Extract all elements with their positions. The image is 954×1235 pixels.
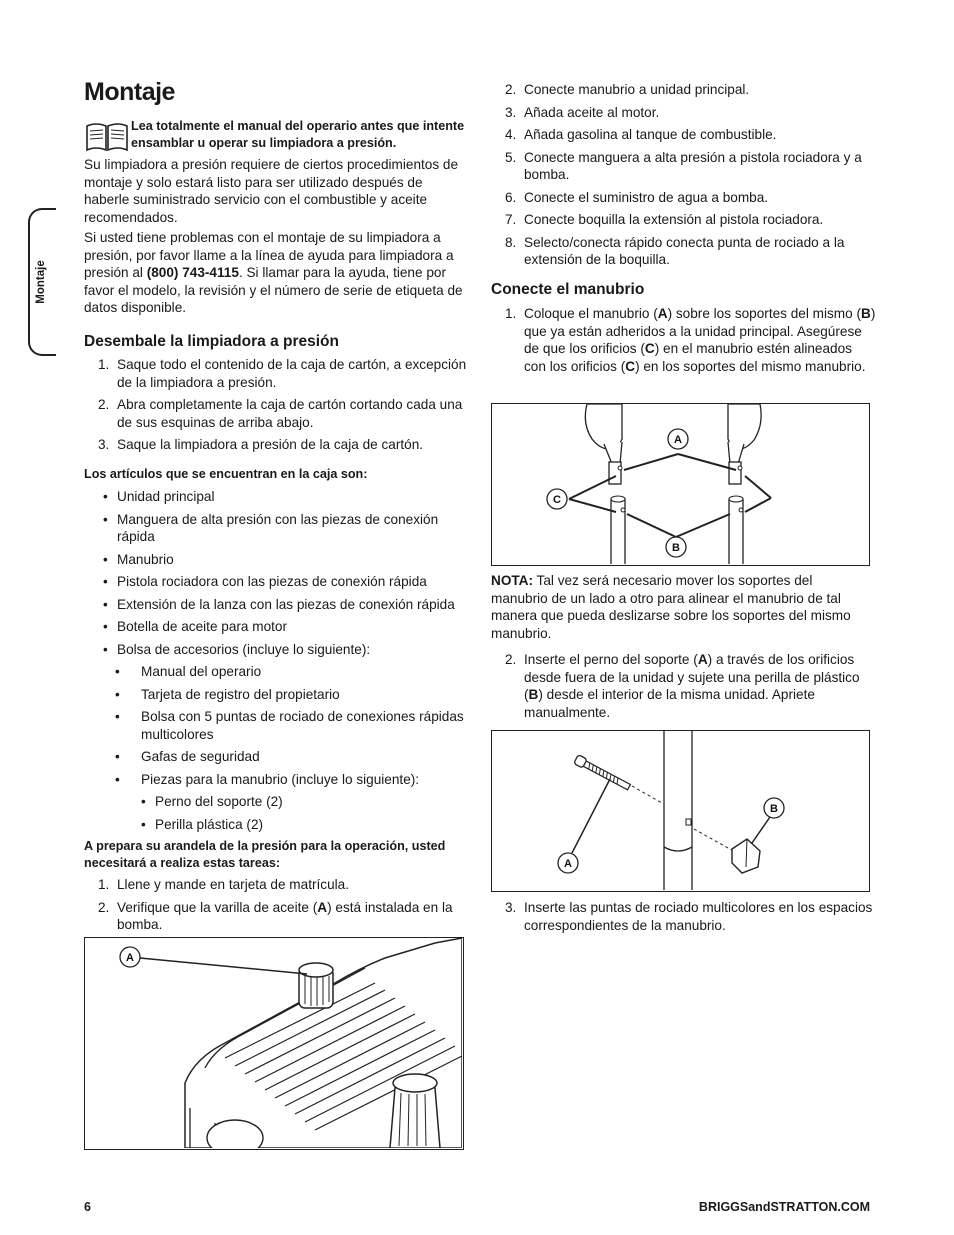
list-item: • Pistola rociadora con las piezas de conexión rápida <box>84 573 469 591</box>
list-item: • Tarjeta de registro del propietario <box>84 686 469 704</box>
callout-b: B <box>672 542 680 554</box>
callout-a: A <box>564 858 572 870</box>
intro-paragraph-1: Su limpiadora a presión requiere de ciertos procedimientos de montaje y solo estará listo para ser utilizado después de haberle suministrado servicio con el combustible y aceite recomendados. <box>84 157 459 225</box>
figure-oil-dipstick <box>84 937 464 1150</box>
page-number: 6 <box>84 1200 91 1214</box>
list-item: • Bolsa de accesorios (incluye lo siguiente): <box>84 641 469 659</box>
list-item: • Manual del operario <box>84 663 469 681</box>
list-item: 3. Añada aceite al motor. <box>505 104 660 120</box>
side-tab-label: Montaje <box>35 260 47 304</box>
box-contents-list <box>84 488 469 838</box>
list-item: • Manubrio <box>84 551 469 569</box>
list-item: 1. Saque todo el contenido de la caja de cartón, a excepción de la limpiadora a presión. <box>98 357 467 390</box>
list-item: 6. Conecte el suministro de agua a bomba. <box>505 189 769 205</box>
handle-step-1 <box>491 305 876 380</box>
manual-note: Lea totalmente el manual del operario antes que intente ensamblar u operar su limpiadora a presión. <box>131 119 465 150</box>
list-item: 3. Saque la limpiadora a presión de la caja de cartón. <box>98 437 424 452</box>
intro-paragraph-2: Si usted tiene problemas con el montaje de su limpiadora a presión, por favor llame a la línea de ayuda para limpiadora a presión al (800) 743-4115. Si llamar para la ayuda, tiene por favor el modelo, la revisión y el número de serie de etiqueta de datos disponible. <box>84 230 463 315</box>
prepare-steps-left <box>84 876 469 939</box>
list-item: • Gafas de seguridad <box>84 748 469 766</box>
box-contents-heading: Los artículos que se encuentran en la caja son: <box>84 467 368 481</box>
note-paragraph: NOTA: Tal vez será necesario mover los soportes del manubrio de un lado a otro para alinear el manubrio de tal manera que pueda deslizarse sobre los soportes del mismo manubrio. <box>491 573 851 641</box>
handle-step-3 <box>491 899 876 939</box>
list-item: 1. Coloque el manubrio (A) sobre los soportes del mismo (B) que ya están adheridos a la unidad principal. Asegúrese de que los orificios (C) en el manubrio estén alineados con los orificios (C) en los soportes del mismo manubrio. <box>505 306 876 374</box>
list-item: • Botella de aceite para motor <box>84 618 469 636</box>
list-item: • Piezas para la manubrio (incluye lo siguiente): <box>84 771 469 789</box>
list-item: • Unidad principal <box>84 488 469 506</box>
list-item: 4. Añada gasolina al tanque de combustible. <box>505 127 777 142</box>
book-icon <box>84 121 130 153</box>
helpline-phone: (800) 743-4115 <box>146 265 239 280</box>
figure-handle-supports <box>491 403 870 566</box>
prepare-steps-right <box>491 81 876 274</box>
list-item: 1. Llene y mande en tarjeta de matrícula. <box>98 877 349 892</box>
list-item: 5. Conecte manguera a alta presión a pistola rociadora y a bomba. <box>505 149 862 182</box>
list-item: 8. Selecto/conecta rápido conecta punta de rociado a la extensión de la boquilla. <box>505 234 845 267</box>
list-item: 2. Verifique que la varilla de aceite (A) está instalada en la bomba. <box>98 899 453 932</box>
website-link[interactable]: BRIGGSandSTRATTON.COM <box>698 1200 870 1214</box>
list-item: • Perno del soporte (2) <box>84 793 469 811</box>
list-item: 3. Inserte las puntas de rociado multicolores en los espacios correspondientes de la manubrio. <box>505 900 873 933</box>
callout-a: A <box>126 952 134 964</box>
callout-b: B <box>770 803 778 815</box>
list-item: • Extensión de la lanza con las piezas de conexión rápida <box>84 596 469 614</box>
section-heading-unpack: Desembale la limpiadora a presión <box>84 333 339 350</box>
list-item: • Manguera de alta presión con las piezas de conexión rápida <box>84 511 469 546</box>
prepare-heading: A prepara su arandela de la presión para la operación, usted necesitará a realiza estas tareas: <box>84 839 446 870</box>
list-item: 2. Inserte el perno del soporte (A) a través de los orificios desde fuera de la unidad y sujete una perilla de plástico (B) desde el interior de la misma unidad. Apriete manualmente. <box>505 652 860 720</box>
list-item: • Perilla plástica (2) <box>84 816 469 834</box>
callout-a: A <box>674 434 682 446</box>
list-item: • Bolsa con 5 puntas de rociado de conexiones rápidas multicolores <box>84 708 469 743</box>
callout-c: C <box>553 494 561 506</box>
section-heading-handle: Conecte el manubrio <box>491 281 645 298</box>
list-item: 2. Conecte manubrio a unidad principal. <box>505 82 750 97</box>
list-item: 7. Conecte boquilla la extensión al pistola rociadora. <box>505 212 824 227</box>
list-item: 2. Abra completamente la caja de cartón cortando cada una de sus esquinas de arriba abajo. <box>98 397 463 430</box>
figure-bolt-knob <box>491 730 870 892</box>
page-title: Montaje <box>84 78 175 106</box>
handle-step-2 <box>491 651 876 726</box>
unpack-steps <box>84 356 469 459</box>
